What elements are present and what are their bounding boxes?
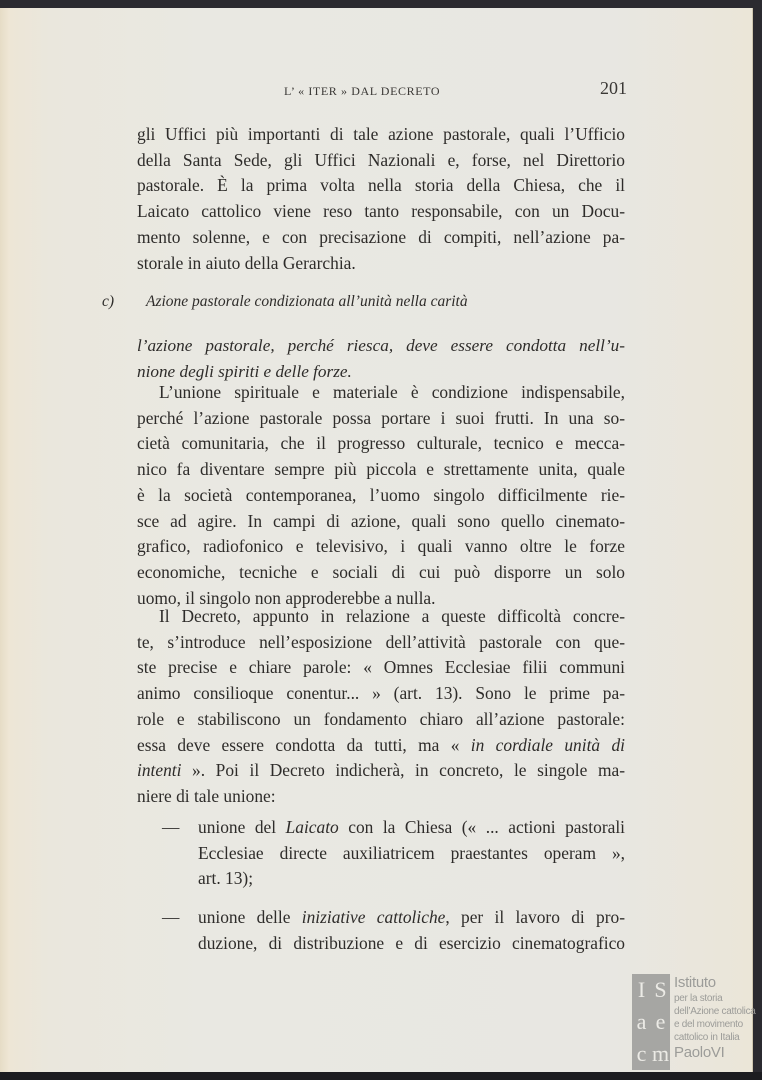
text-line: L’unione spirituale e materiale è condizione indispensabile,	[159, 382, 625, 402]
text-line: della Santa Sede, gli Uffici Nazionali e, forse, nel Direttorio	[137, 149, 625, 170]
monogram-letter: c	[636, 1041, 647, 1066]
monogram-letter: a	[636, 1009, 647, 1034]
text-line	[198, 815, 625, 841]
text-line: role e stabiliscono un fondamento chiaro all’azione pastorale:	[137, 708, 625, 729]
union-list	[162, 815, 625, 970]
text-line: Il Decreto, appunto in relazione a queste difficoltà concre-	[159, 606, 625, 626]
text-span: con la Chiesa (« ... actioni pastorali	[338, 817, 625, 837]
section-title: Azione pastorale condizionata all’unità nella carità	[146, 293, 468, 310]
text-line: nico fa diventare sempre più piccola e strettamente unita, quale	[137, 459, 625, 480]
text-line	[137, 758, 625, 784]
list-item	[162, 815, 625, 892]
monogram-letter: m	[651, 1041, 670, 1066]
section-label: c)	[102, 293, 115, 310]
text-line	[198, 905, 625, 931]
logo-line: PaoloVI	[674, 1044, 725, 1061]
monogram-letter: I	[637, 977, 646, 1002]
running-head-title: L’ « ITER » DAL DECRETO	[284, 84, 441, 98]
text-span: unione del	[198, 817, 286, 837]
italic-span: intenti	[137, 760, 182, 781]
logo-line: cattolico in Italia	[674, 1032, 740, 1043]
text-line: grafico, radiofonico e televisivo, i quali vanno oltre le forze	[137, 536, 625, 557]
italic-span: in cordiale unità di	[470, 734, 625, 755]
logo-line: per la storia	[674, 993, 723, 1004]
monogram-letter: e	[655, 1009, 666, 1034]
text-line: pastorale. È la prima volta nella storia della Chiesa, che il	[137, 175, 625, 196]
text-line: niere di tale unione:	[137, 785, 276, 806]
text-line: Ecclesiae directe auxiliatricem praestantes operam »,	[198, 842, 625, 863]
text-line: Laicato cattolico viene reso tanto responsabile, con un Docu-	[137, 201, 625, 222]
paragraph-unione	[137, 380, 625, 611]
text-span: , per il lavoro di pro-	[445, 907, 625, 928]
isacem-text	[674, 974, 762, 1062]
text-line: ste precise e chiare parole: « Omnes Ecclesiae filii communi	[137, 657, 625, 678]
text-line: duzione, di distribuzione e di esercizio cinematografico	[198, 932, 625, 953]
dash-bullet: —	[162, 907, 180, 928]
text-line: sce ad agire. In campi di azione, quali sono quello cinemato-	[137, 510, 625, 531]
isacem-monogram-icon	[632, 974, 670, 1070]
text-line: uomo, il singolo non approderebbe a nulla.	[137, 587, 436, 608]
isacem-watermark	[632, 974, 762, 1072]
logo-line: Istituto	[674, 974, 716, 991]
text-line	[137, 733, 625, 759]
text-line: te, s’introduce nell’esposizione dell’attività pastorale con que-	[137, 631, 625, 652]
section-summary	[137, 333, 625, 384]
text-line: art. 13);	[198, 868, 254, 889]
logo-line: dell’Azione cattolica	[674, 1006, 756, 1017]
text-span: unione delle	[198, 907, 302, 928]
dash-bullet: —	[162, 817, 180, 837]
italic-span: Laicato	[285, 817, 339, 837]
page-number: 201	[600, 78, 627, 98]
text-line: è la società contemporanea, l’uomo singolo difficilmente rie-	[137, 484, 625, 505]
text-line: gli Uffici più importanti di tale azione pastorale, quali l’Ufficio	[137, 124, 625, 144]
text-span: essa deve essere condotta da tutti, ma «	[137, 734, 471, 755]
book-page	[10, 8, 752, 1072]
text-line: mento solenne, e con precisazione di compiti, nell’azione pa-	[137, 226, 625, 247]
summary-line: nione degli spiriti e delle forze.	[137, 361, 352, 381]
monogram-letter: S	[654, 977, 667, 1002]
section-heading	[102, 293, 662, 311]
logo-line: e del movimento	[674, 1019, 743, 1030]
running-head	[10, 78, 752, 108]
text-line: economiche, tecniche e sociali di cui può disporre un solo	[137, 561, 625, 582]
text-line: storale in aiuto della Gerarchia.	[137, 252, 356, 273]
scan-background	[0, 1072, 762, 1080]
text-line: perché l’azione pastorale possa portare i suoi frutti. In una so-	[137, 407, 625, 428]
italic-span: iniziative cattoliche	[301, 907, 446, 928]
paragraph-continuation	[137, 122, 625, 276]
paragraph-decreto	[137, 604, 625, 810]
summary-line: l’azione pastorale, perché riesca, deve essere condotta nell’u-	[137, 336, 625, 355]
list-item	[162, 905, 625, 956]
text-span: ». Poi il Decreto indicherà, in concreto, le singole ma-	[181, 760, 625, 781]
text-line: cietà comunitaria, che il progresso culturale, tecnico e mecca-	[137, 433, 625, 454]
text-line: animo consilioque conentur... » (art. 13). Sono le prime pa-	[137, 683, 625, 704]
